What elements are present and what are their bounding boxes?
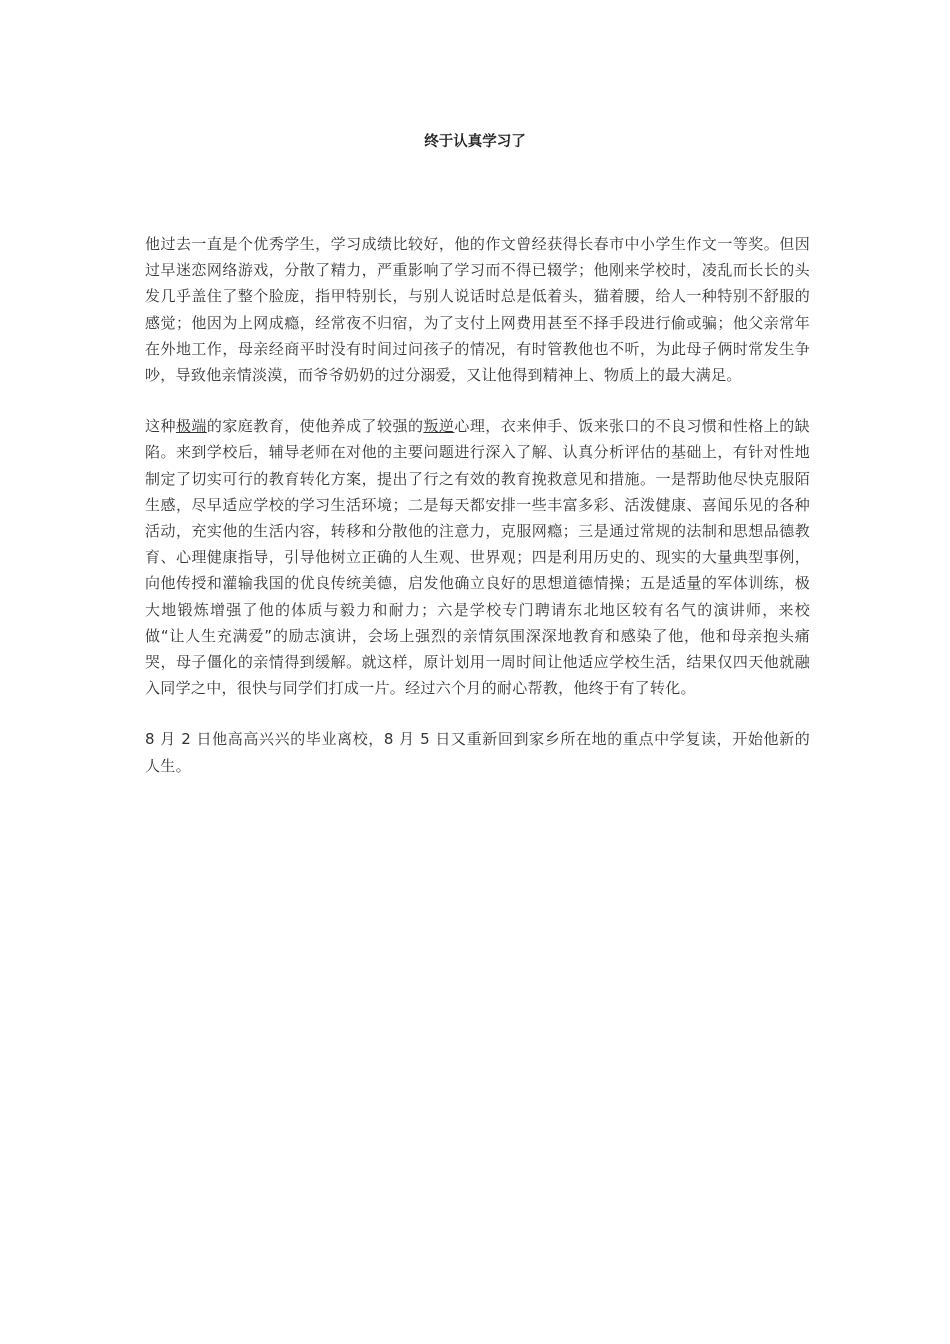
- paragraph-3: 8 月 2 日他高高兴兴的毕业离校，8 月 5 日又重新回到家乡所在地的重点中学复读，开始他新的人生。: [145, 730, 810, 775]
- paragraph-1: 他过去一直是个优秀学生，学习成绩比较好，他的作文曾经获得长春市中小学生作文一等奖。但因过早迷恋网络游戏，分散了精力，严重影响了学习而不得已辍学；他刚来学校时，凌乱而长长的头发几乎盖住了整个脸庞，指甲特别长，与别人说话时总是低着头，猫着腰，给人一种特别不舒服的感觉；他因为上网成瘾，经常夜不归宿，为了支付上网费用甚至不择手段进行偷或骗；他父亲常年在外地工作，母亲经商平时没有时间过问孩子的情况，有时管教他也不听，为此母子俩时常发生争吵，导致他亲情淡漠，而爷爷奶奶的过分溺爱，又让他得到精神上、物质上的最大满足。: [145, 235, 810, 385]
- paragraph-2-text-3: 心理，衣来伸手、饭来张口的不良习惯和性格上的缺陷。来到学校后，辅导老师在对他的主要问题进行深入了解、认真分析评估的基础上，有针对性地制定了切实可行的教育转化方案，提出了行之有效的教育挽救意见和措施。一是帮助他尽快克服陌生感，尽早适应学校的学习生活环境；二是每天都安排一些丰富多彩、活泼健康、喜闻乐见的各种活动，充实他的生活内容，转移和分散他的注意力，克服网瘾；三是通过常规的法制和思想品德教育、心理健康指导，引导他树立正确的人生观、世界观；四是利用历史的、现实的大量典型事例，向他传授和灌输我国的优良传统美德，启发他确立良好的思想道德情操；五是适量的军体训练，极大地锻炼增强了他的体质与毅力和耐力；六是学校专门聘请东北地区较有名气的演讲师，来校做“让人生充满爱”的励志演讲，会场上强烈的亲情氛围深深地教育和感染了他，他和母亲抱头痛哭，母子僵化的亲情得到缓解。就这样，原计划用一周时间让他适应学校生活，结果仅四天他就融入同学之中，很快与同学们打成一片。经过六个月的耐心帮教，他终于有了转化。: [145, 417, 810, 698]
- link-extreme[interactable]: 极端: [175, 417, 207, 436]
- paragraph-2-text-2: 的家庭教育，使他养成了较强的: [206, 417, 424, 436]
- paragraph-2-text-1: 这种: [145, 417, 176, 436]
- paragraph-2: [145, 413, 810, 701]
- link-rebellious[interactable]: 叛逆: [423, 417, 455, 436]
- document-body: [145, 231, 810, 804]
- document-title: 终于认真学习了: [424, 134, 526, 150]
